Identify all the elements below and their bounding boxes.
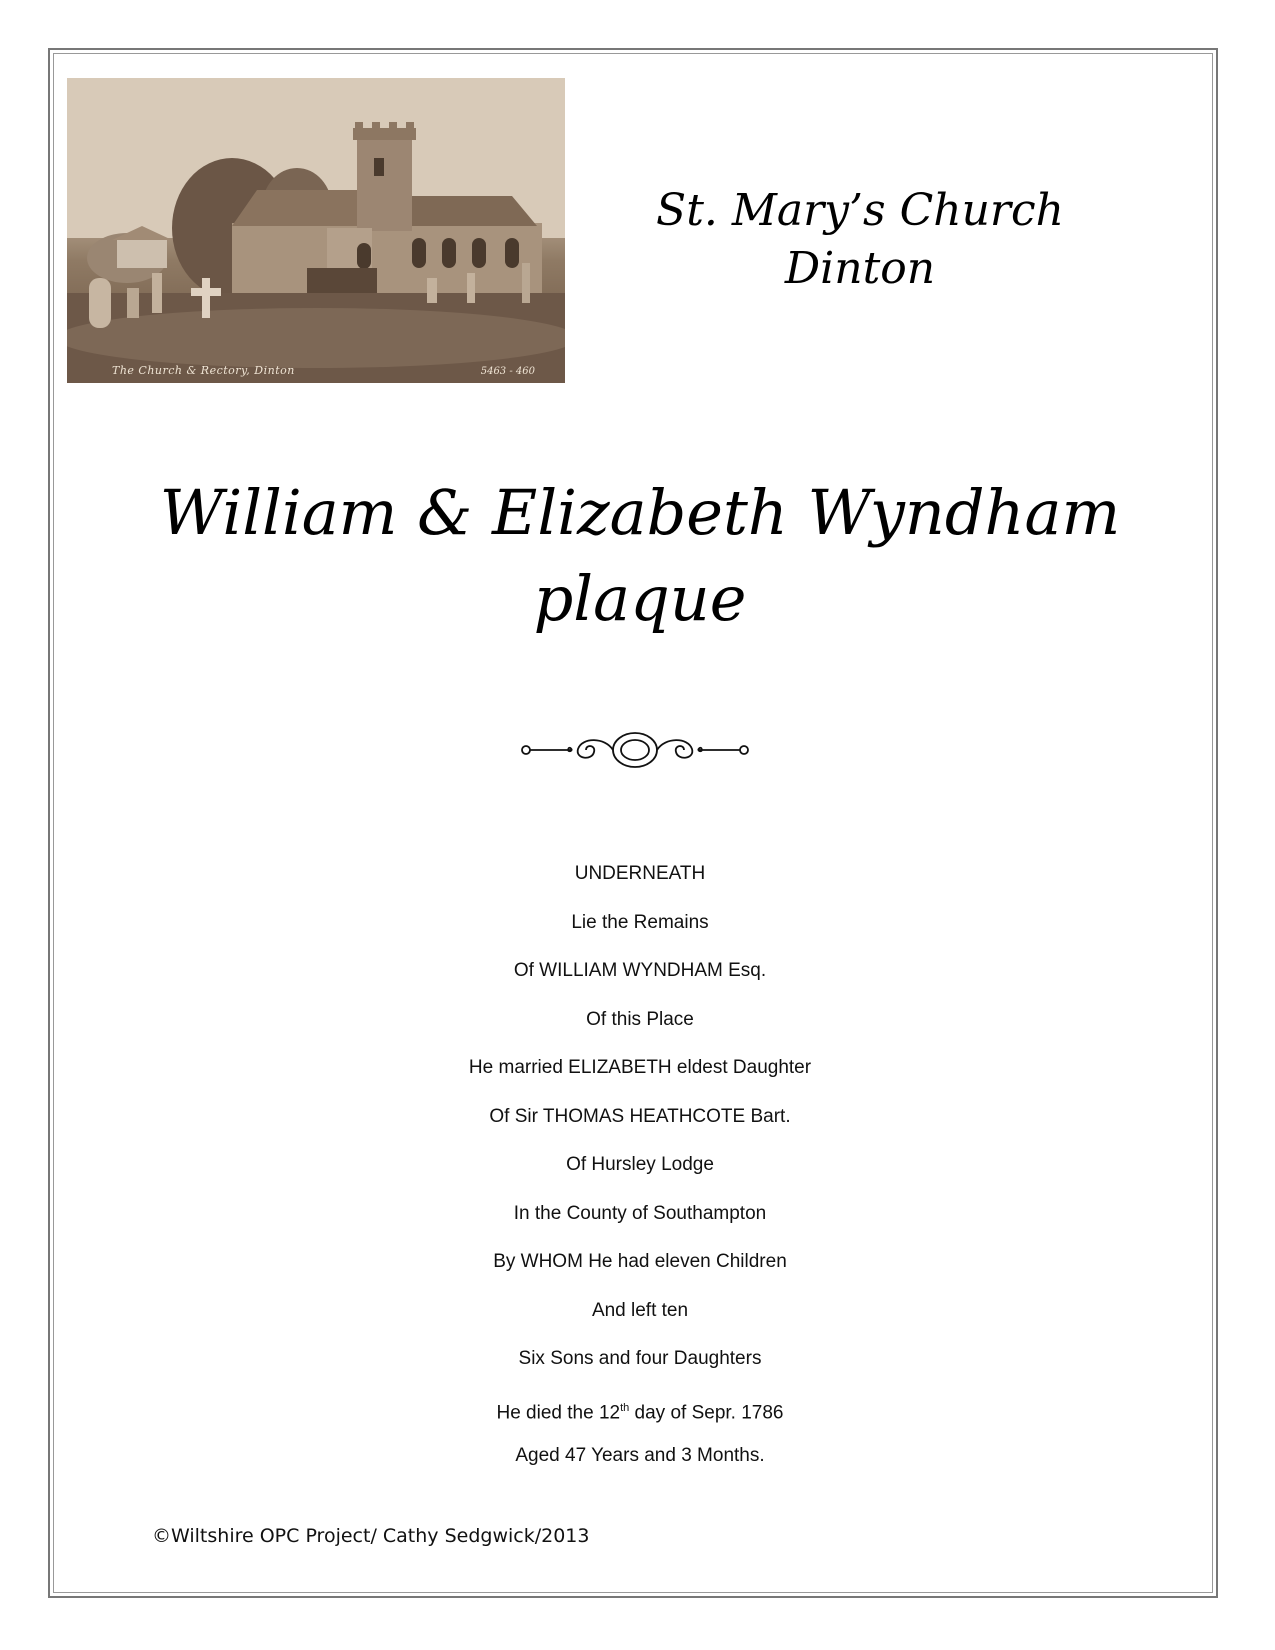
copyright-footer: ©Wiltshire OPC Project/ Cathy Sedgwick/2013 (152, 1525, 590, 1547)
inscription-line: Lie the Remains (571, 911, 709, 933)
inscription-line: And left ten (591, 1299, 689, 1321)
page-title (60, 470, 1220, 642)
inscription-line: UNDERNEATH (574, 863, 706, 884)
ordinal-suffix: th (620, 1401, 630, 1414)
church-photo (67, 78, 565, 383)
inscription-line: Aged 47 Years and 3 Months. (515, 1445, 765, 1466)
church-name (620, 182, 1100, 298)
inscription-line: Of Sir THOMAS HEATHCOTE Bart. (489, 1105, 791, 1127)
inscription-line: He married ELIZABETH eldest Daughter (468, 1057, 812, 1078)
death-date-rest: day of Sepr. 1786 (629, 1401, 784, 1423)
church-name-line1: St. Mary’s Church (656, 185, 1064, 236)
page-title-line2: plaque (533, 562, 747, 635)
inscription-line: Six Sons and four Daughters (518, 1348, 762, 1369)
ornament-divider (520, 725, 750, 775)
inscription-line: Of WILLIAM WYNDHAM Esq. (513, 960, 767, 981)
page-title-line1: William & Elizabeth Wyndham (159, 476, 1121, 549)
church-name-line2: Dinton (784, 243, 936, 294)
plaque-inscription (60, 862, 1220, 1493)
inscription-line: By WHOM He had eleven Children (493, 1251, 787, 1272)
inscription-line-death-date (60, 1396, 1220, 1445)
photo-caption: The Church & Rectory, Dinton (112, 364, 295, 377)
inscription-line: Of this Place (586, 1008, 694, 1030)
photo-number: 5463 - 460 (480, 366, 535, 377)
inscription-line: Of Hursley Lodge (566, 1154, 714, 1175)
inscription-line: In the County of Southampton (513, 1202, 767, 1224)
death-date-text: He died the 12 (496, 1401, 621, 1423)
